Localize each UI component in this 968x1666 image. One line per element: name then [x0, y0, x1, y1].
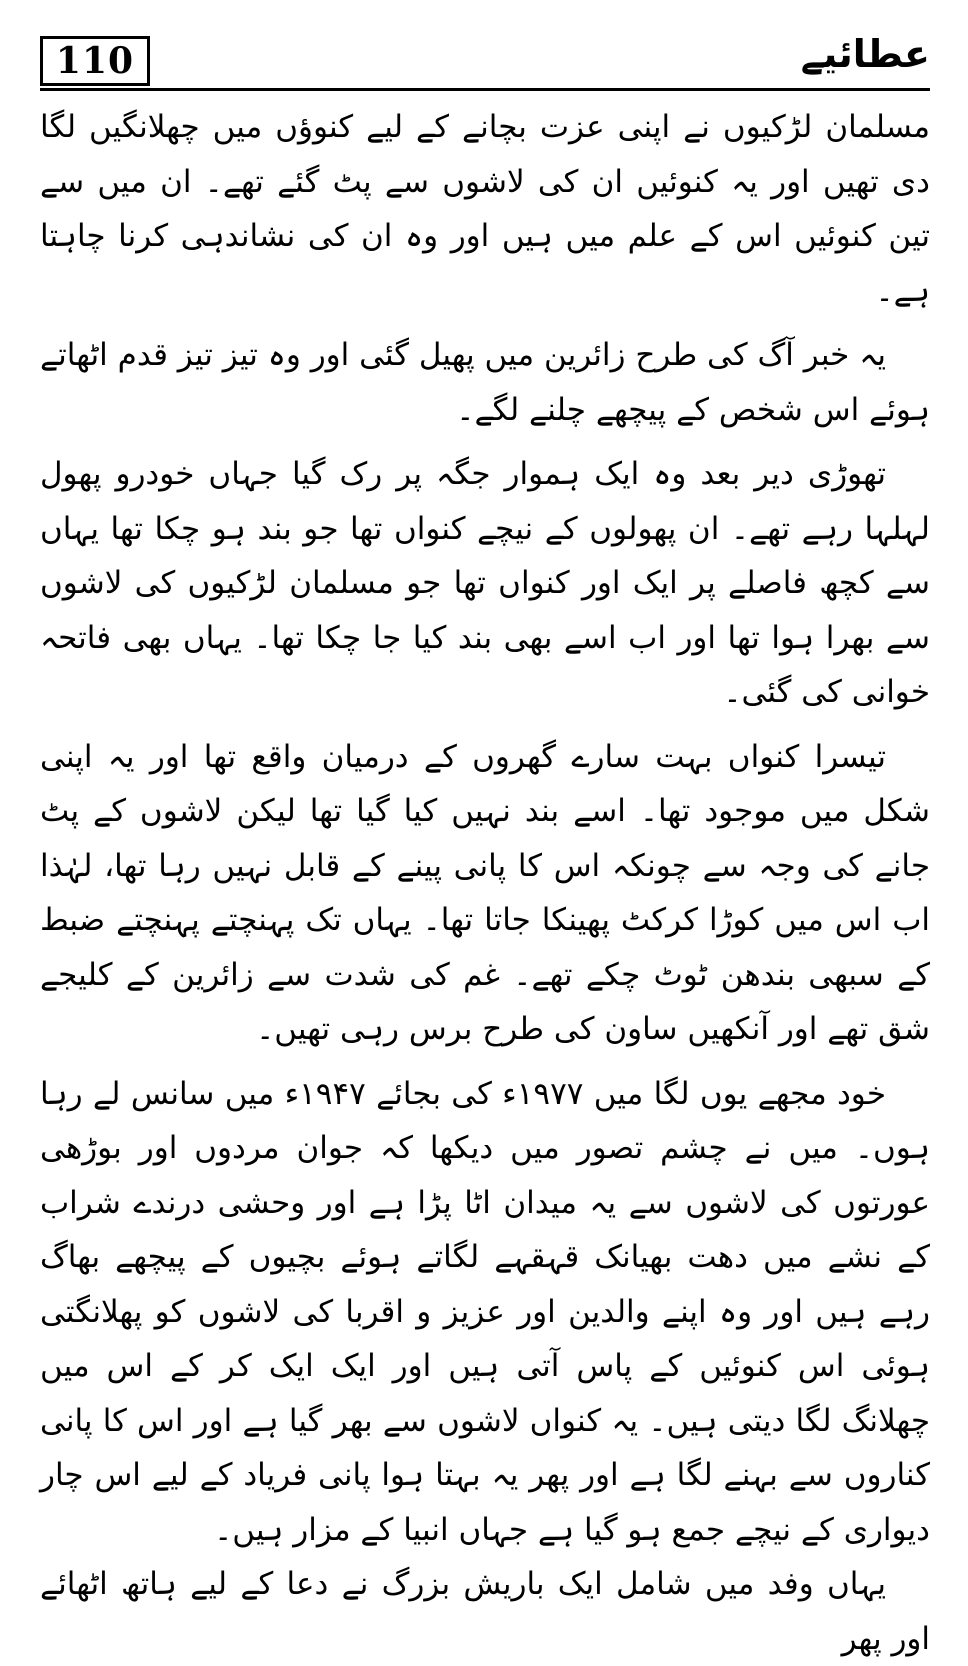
- header-rule: [40, 88, 930, 91]
- paragraph-4: تیسرا کنواں بہت سارے گھروں کے درمیان واقع تھا اور یہ اپنی شکل میں موجود تھا۔ اسے بند نہیں کیا گیا تھا لیکن لاشوں کے پٹ جانے کی وجہ سے چونکہ اس کا پانی پینے کے قابل نہیں رہا تھا، لہٰذا اب اس میں کوڑا کرکٹ پھینکا جاتا تھا۔ یہاں تک پہنچتے پہنچتے ضبط کے سبھی بندھن ٹوٹ چکے تھے۔ غم کی شدت سے زائرین کے کلیجے شق تھے اور آنکھیں ساون کی طرح برس رہی تھیں۔: [40, 738, 930, 1047]
- page-number-box: [40, 36, 150, 86]
- body-text: [40, 100, 930, 1666]
- paragraph-2: یہ خبر آگ کی طرح زائرین میں پھیل گئی اور وہ تیز تیز قدم اٹھاتے ہوئے اس شخص کے پیچھے چلنے لگے۔: [40, 337, 930, 428]
- running-title: عطائیے: [800, 32, 930, 76]
- page-number: 110: [55, 40, 135, 82]
- paragraph-5: خود مجھے یوں لگا میں ۱۹۷۷ء کی بجائے ۱۹۴۷ء میں سانس لے رہا ہوں۔ میں نے چشم تصور میں دیکھا کہ جوان مردوں اور بوڑھی عورتوں کی لاشوں سے یہ میدان اٹا پڑا ہے اور وحشی درندے شراب کے نشے میں دھت بھیانک قہقہے لگاتے ہوئے بچیوں کے پیچھے بھاگ رہے ہیں اور وہ اپنے والدین اور عزیز و اقربا کی لاشوں کو پھلانگتی ہوئی اس کنوئیں کے پاس آتی ہیں اور ایک ایک کر کے اس میں چھلانگ لگا دیتی ہیں۔ یہ کنواں لاشوں سے بھر گیا ہے اور اس کا پانی کناروں سے بہنے لگا ہے اور پھر یہ بہتا ہوا پانی فریاد کے لیے اس چار دیواری کے نیچے جمع ہو گیا ہے جہاں انبیا کے مزار ہیں۔: [40, 1075, 930, 1548]
- paragraph-3: تھوڑی دیر بعد وہ ایک ہموار جگہ پر رک گیا جہاں خودرو پھول لہلہا رہے تھے۔ ان پھولوں کے نیچے کنواں تھا جو بند ہو چکا تھا یہاں سے کچھ فاصلے پر ایک اور کنواں تھا جو مسلمان لڑکیوں کی لاشوں سے بھرا ہوا تھا اور اب اسے بھی بند کیا جا چکا تھا۔ یہاں بھی فاتحہ خوانی کی گئی۔: [40, 456, 930, 710]
- paragraph-6: یہاں وفد میں شامل ایک باریش بزرگ نے دعا کے لیے ہاتھ اٹھائے اور پھر: [40, 1566, 930, 1657]
- paragraph-1: مسلمان لڑکیوں نے اپنی عزت بچانے کے لیے کنوؤں میں چھلانگیں لگا دی تھیں اور یہ کنوئیں ان کی لاشوں سے پٹ گئے تھے۔ ان میں سے تین کنوئیں اس کے علم میں ہیں اور وہ ان کی نشاندہی کرنا چاہتا ہے۔: [40, 109, 930, 309]
